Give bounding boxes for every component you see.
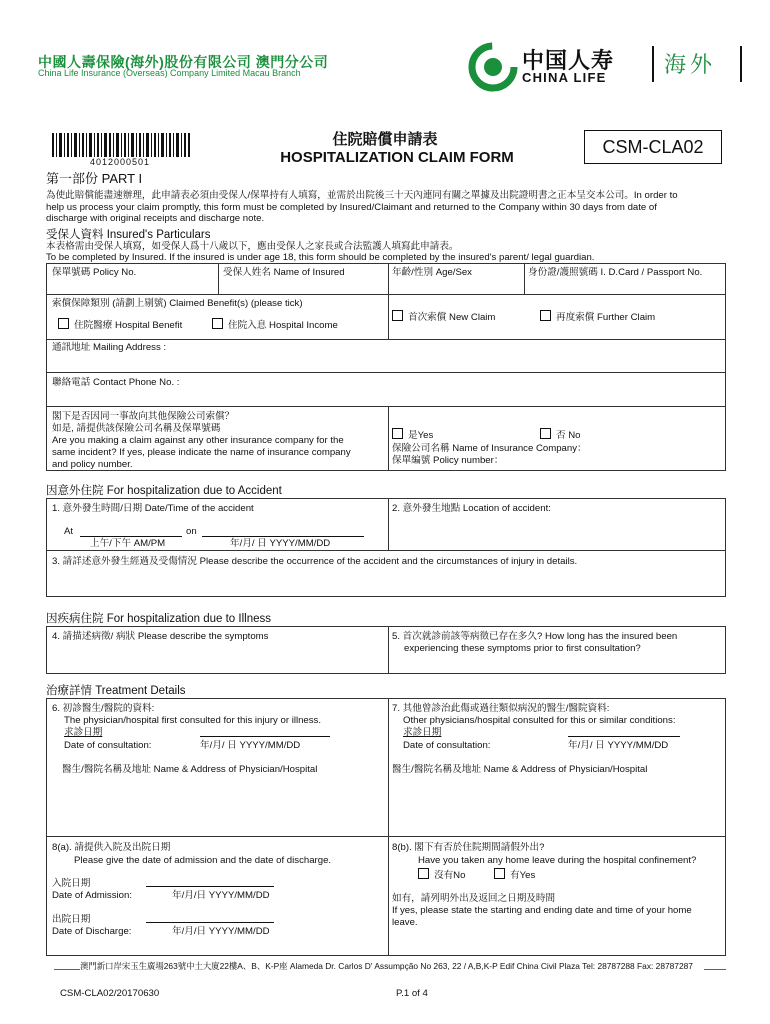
checkbox[interactable]: [494, 868, 505, 879]
checkbox[interactable]: [392, 428, 403, 439]
form-version: CSM-CLA02/20170630: [60, 988, 160, 999]
home-leave-no[interactable]: 沒有No: [418, 868, 465, 882]
hospital-benefit-option[interactable]: 住院醫療 Hospital Benefit: [58, 318, 182, 332]
treatment-q8b-1: 8(b). 閣下有否於住院期間請假外出?: [392, 842, 545, 853]
form-code: CSM-CLA02: [584, 130, 722, 164]
intro-line-1: 為使此賠償能盡速辦理，此申請表必須由受保人/保單持有人填寫，並需於出院後三十天內連同有關之單據及出院證明書之正本呈交本公司。In order to: [46, 190, 678, 201]
q6-physician-field[interactable]: 醫生/醫院名稱及地址 Name & Address of Physician/Hospital: [62, 764, 318, 775]
illness-q5-line1[interactable]: 5. 首次就診前該等病徵已存在多久? How long has the insured been: [392, 631, 678, 642]
treatment-q6-2: The physician/hospital first consulted for this injury or illness.: [64, 715, 322, 726]
logo-text-en: CHINA LIFE: [522, 70, 607, 85]
checkbox[interactable]: [540, 310, 551, 321]
admit-date-hint: 年/月/日 YYYY/MM/DD: [172, 890, 270, 901]
id-card-field[interactable]: 身份證/護照號碼 I. D.Card / Passport No.: [528, 267, 703, 278]
accident-time-input[interactable]: [80, 536, 182, 537]
intro-line-3: discharge with original receipts and discharge note.: [46, 213, 265, 224]
new-claim-option[interactable]: 首次索償 New Claim: [392, 310, 495, 324]
part-heading: 第一部份 PART I: [46, 171, 143, 186]
logo-text-cn: 中国人寿: [522, 48, 615, 73]
discharge-date-input[interactable]: [146, 922, 274, 923]
logo-divider: [652, 46, 654, 82]
accident-q3[interactable]: 3. 請詳述意外發生經過及受傷情況 Please describe the occurrence of the accident and the circumstances of injury in details.: [52, 556, 578, 567]
further-claim-option[interactable]: 再度索償 Further Claim: [540, 310, 655, 324]
admission-date-input[interactable]: [146, 886, 274, 887]
other-claim-q-en1: Are you making a claim against any other insurance company for the: [52, 435, 344, 446]
q6-date-hint: 年/月/ 日 YYYY/MM/DD: [200, 740, 301, 751]
age-sex-field[interactable]: 年齡/性別 Age/Sex: [392, 267, 472, 278]
treatment-q6-3: 求診日期: [64, 727, 103, 738]
other-claim-q-cn1: 閣下是否因同一事故向其他保險公司索償？: [52, 411, 235, 422]
treatment-q7-2: Other physicians/hospital consulted for this or similar conditions:: [403, 715, 676, 726]
logo-divider-right: [740, 46, 742, 82]
company-name-cn: 中國人壽保險(海外)股份有限公司 澳門分公司: [38, 54, 329, 70]
hospital-income-option[interactable]: 住院入息 Hospital Income: [212, 318, 338, 332]
treatment-q8b-4: If yes, please state the starting and ending date and time of your home: [392, 905, 692, 916]
footer-address: 澳門新口岸宋玉生廣場263號中土大廈22樓A、B、K-P座 Alameda Dr. Carlos D' Assumpção No 263, 22 / A,B,K-P Edif China Civil Plaza Tel: 28787288 Fax: 28787287: [80, 961, 693, 971]
other-claim-yes[interactable]: 是Yes: [392, 428, 433, 442]
company-name-en: China Life Insurance (Overseas) Company Limited Macau Branch: [38, 68, 301, 78]
treatment-q6-1: 6. 初診醫生/醫院的資料:: [52, 703, 155, 714]
disch-label-cn: 出院日期: [52, 914, 91, 925]
treatment-heading: 治療詳情 Treatment Details: [46, 685, 186, 697]
form-title-cn: 住院賠償申請表: [332, 131, 438, 148]
treatment-q8b-5[interactable]: leave.: [392, 917, 418, 928]
treatment-q7-3: 求診日期: [403, 727, 442, 738]
insured-note-en: To be completed by Insured. If the insured is under age 18, this form should be completed by the insured's parent/ legal guardian.: [46, 252, 595, 263]
accident-date-hint: 年/月/ 日 YYYY/MM/DD: [230, 538, 331, 549]
page-number: P.1 of 4: [396, 988, 428, 999]
q7-physician-field[interactable]: 醫生/醫院名稱及地址 Name & Address of Physician/Hospital: [392, 764, 648, 775]
intro-line-2: help us process your claim promptly, this form must be completed by Insured/Claimant and returned to the Company within 30 days from date of: [46, 202, 657, 213]
treatment-q6-4: Date of consultation:: [64, 740, 152, 751]
accident-heading: 因意外住院 For hospitalization due to Accident: [46, 485, 282, 497]
mailing-address-field[interactable]: 通訊地址 Mailing Address :: [52, 342, 167, 353]
accident-on-label: on: [186, 526, 197, 537]
accident-q2[interactable]: 2. 意外發生地點 Location of accident:: [392, 503, 551, 514]
accident-q1: 1. 意外發生時間/日期 Date/Time of the accident: [52, 503, 254, 514]
illness-q4[interactable]: 4. 請描述病徵/ 病狀 Please describe the symptoms: [52, 631, 269, 642]
insured-note-cn: 本表格需由受保人填寫，如受保人爲十八歲以下，應由受保人之家長或合法監護人填寫此申請表。: [46, 241, 459, 252]
barcode-number: 4012000501: [90, 157, 151, 167]
footer-rule-right: [704, 969, 726, 970]
home-leave-yes[interactable]: 有Yes: [494, 868, 535, 882]
other-claim-q-cn2: 如是, 請提供該保險公司名稱及保單號碼: [52, 423, 221, 434]
policy-number-field[interactable]: 保單編號 Policy number：: [392, 455, 504, 466]
accident-ampm-hint: 上午/下午 AM/PM: [90, 538, 166, 549]
contact-phone-field[interactable]: 聯絡電話 Contact Phone No. :: [52, 377, 180, 388]
q7-date-hint: 年/月/ 日 YYYY/MM/DD: [568, 740, 669, 751]
treatment-q8b-2: Have you taken any home leave during the hospital confinement?: [418, 855, 697, 866]
disch-date-hint: 年/月/日 YYYY/MM/DD: [172, 926, 270, 937]
q7-date-input[interactable]: [568, 736, 680, 737]
accident-date-input[interactable]: [202, 536, 364, 537]
logo-overseas: 海外: [664, 52, 717, 77]
policy-no-field[interactable]: 保單號碼 Policy No.: [52, 267, 137, 278]
claimed-benefit-label: 索償保障類別 (請劃上剔號) Claimed Benefit(s) (please tick): [52, 298, 303, 309]
illness-q5-line2: experiencing these symptoms prior to first consultation?: [404, 643, 641, 654]
treatment-q8a-1: 8(a). 請提供入院及出院日期: [52, 842, 171, 853]
checkbox[interactable]: [212, 318, 223, 329]
treatment-q7-1: 7. 其他曾診治此傷或過往類似病況的醫生/醫院資料:: [392, 703, 610, 714]
admit-label-cn: 入院日期: [52, 878, 91, 889]
checkbox[interactable]: [392, 310, 403, 321]
q6-date-input[interactable]: [200, 736, 330, 737]
insured-name-field[interactable]: 受保人姓名 Name of Insured: [223, 267, 345, 278]
illness-heading: 因疾病住院 For hospitalization due to Illness: [46, 613, 271, 625]
checkbox[interactable]: [418, 868, 429, 879]
china-life-logo-icon: [468, 42, 518, 92]
other-claim-q-en2: same incident? If yes, please indicate the name of insurance company: [52, 447, 351, 458]
other-claim-no[interactable]: 否 No: [540, 428, 581, 442]
accident-at-label: At: [64, 526, 74, 537]
treatment-q8a-2: Please give the date of admission and the date of discharge.: [74, 855, 332, 866]
footer-rule-left: [54, 969, 80, 970]
insured-heading: 受保人資料 Insured's Particulars: [46, 229, 211, 241]
checkbox[interactable]: [540, 428, 551, 439]
disch-label-en: Date of Discharge:: [52, 926, 132, 937]
insurance-company-field[interactable]: 保險公司名稱 Name of Insurance Company：: [392, 443, 587, 454]
admit-label-en: Date of Admission:: [52, 890, 132, 901]
other-claim-q-en3: and policy number.: [52, 459, 133, 470]
form-title-en: HOSPITALIZATION CLAIM FORM: [280, 149, 514, 166]
treatment-q7-4: Date of consultation:: [403, 740, 491, 751]
checkbox[interactable]: [58, 318, 69, 329]
treatment-q8b-3: 如有，請列明外出及返回之日期及時間: [392, 893, 556, 904]
